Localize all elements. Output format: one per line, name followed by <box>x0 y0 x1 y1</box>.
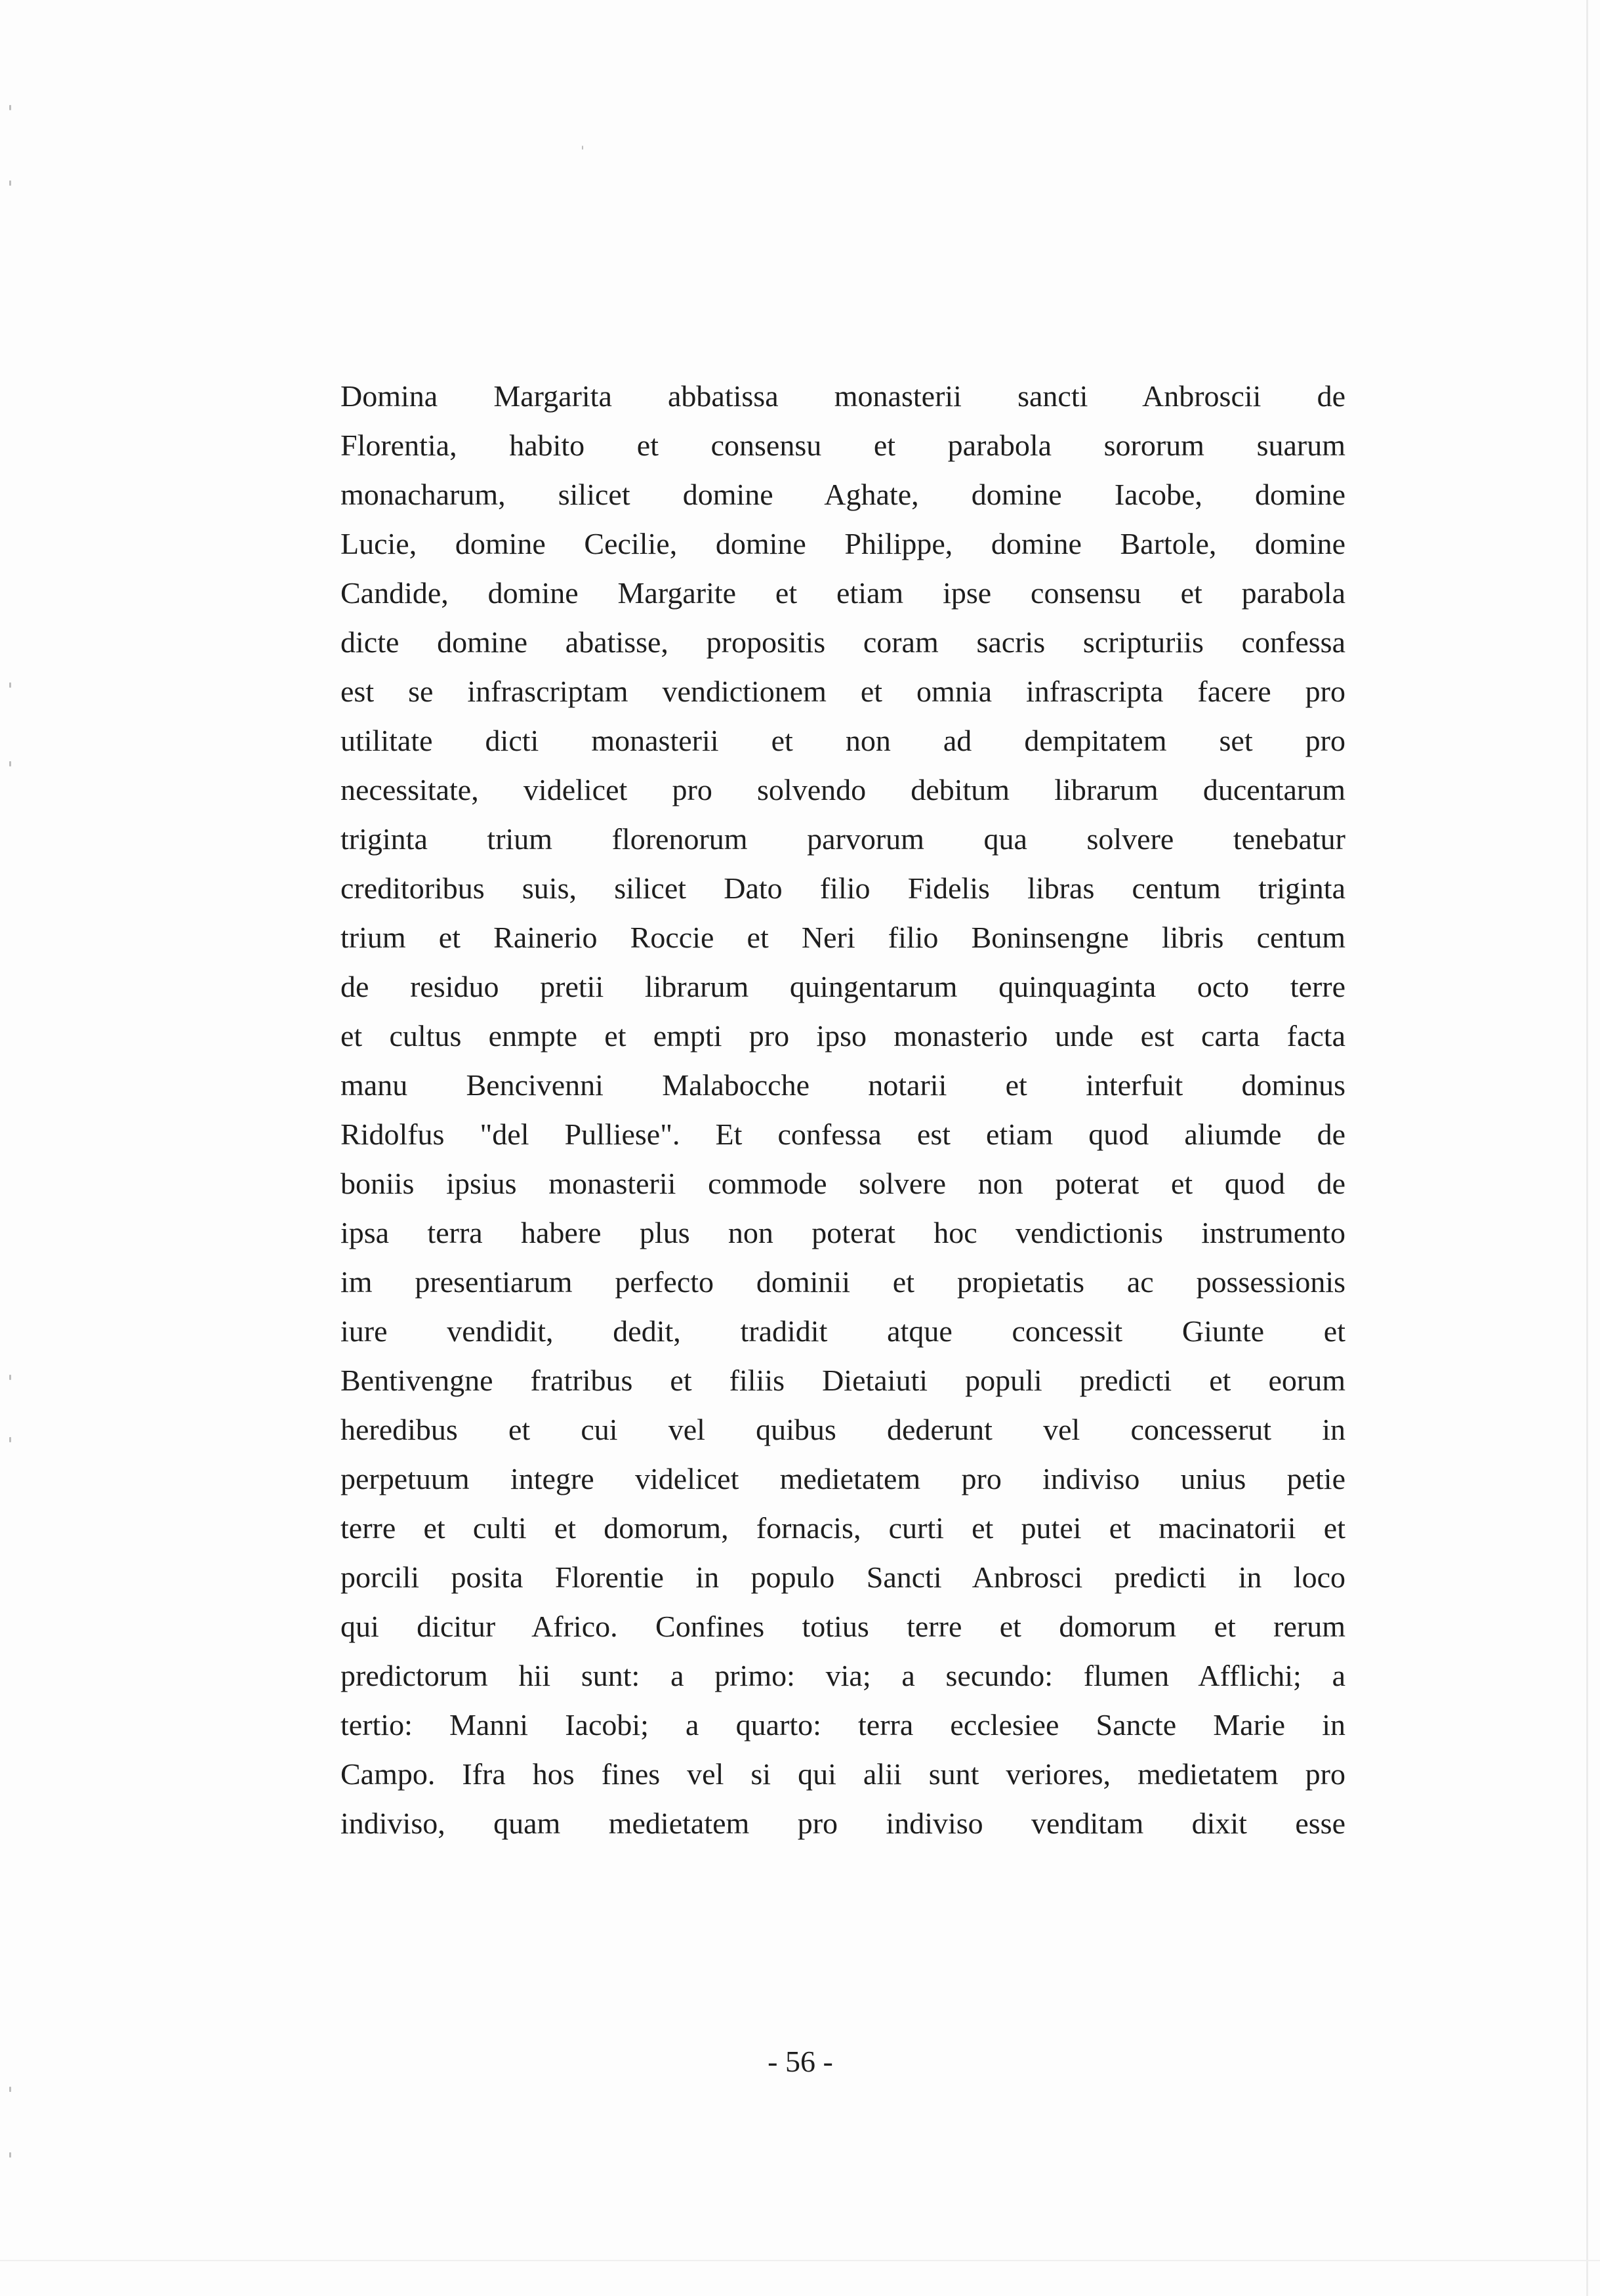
text-line: Lucie, domine Cecilie, domine Philippe, domine Bartole, domine <box>340 527 1345 560</box>
text-line: ipsa terra habere plus non poterat hoc vendictionis instrumento <box>340 1216 1345 1249</box>
text-line: qui dicitur Africo. Confines totius terre et domorum et rerum <box>340 1610 1345 1643</box>
scan-speck <box>9 682 11 688</box>
text-line: dicte domine abatisse, propositis coram sacris scripturiis confessa <box>340 625 1345 659</box>
text-line: iure vendidit, dedit, tradidit atque concessit Giunte et <box>340 1314 1345 1348</box>
text-line: et cultus enmpte et empti pro ipso monasterio unde est carta facta <box>340 1019 1345 1053</box>
text-line: Ridolfus "del Pulliese". Et confessa est etiam quod aliumde de <box>340 1117 1345 1151</box>
text-line: Florentia, habito et consensu et parabola sororum suarum <box>340 428 1345 462</box>
page-number: - 56 - <box>768 2045 833 2078</box>
scan-speck <box>9 761 11 766</box>
scan-speck <box>9 1375 11 1380</box>
text-line: est se infrascriptam vendictionem et omnia infrascripta facere pro <box>340 675 1345 708</box>
text-line: de residuo pretii librarum quingentarum quinquaginta octo terre <box>340 970 1345 1003</box>
scan-edge-right <box>1586 0 1588 2296</box>
text-line: necessitate, videlicet pro solvendo debitum librarum ducentarum <box>340 773 1345 806</box>
scan-speck <box>9 2152 11 2158</box>
text-line: tertio: Manni Iacobi; a quarto: terra ecclesiee Sancte Marie in <box>340 1708 1345 1742</box>
scan-edge-bottom <box>0 2260 1600 2261</box>
scan-speck <box>9 1437 11 1442</box>
text-line: heredibus et cui vel quibus dederunt vel concesserut in <box>340 1413 1345 1446</box>
text-line: triginta trium florenorum parvorum qua solvere tenebatur <box>340 822 1345 856</box>
text-line: boniis ipsius monasterii commode solvere non poterat et quod de <box>340 1167 1345 1200</box>
text-line: terre et culti et domorum, fornacis, curti et putei et macinatorii et <box>340 1511 1345 1545</box>
scan-speck <box>9 105 11 110</box>
text-line: manu Bencivenni Malabocche notarii et interfuit dominus <box>340 1068 1345 1102</box>
text-line: creditoribus suis, silicet Dato filio Fidelis libras centum triginta <box>340 871 1345 905</box>
text-line: porcili posita Florentie in populo Sancti Anbrosci predicti in loco <box>340 1560 1345 1594</box>
text-line: Domina Margarita abbatissa monasterii sancti Anbroscii de <box>340 379 1345 413</box>
text-line: perpetuum integre videlicet medietatem pro indiviso unius petie <box>340 1462 1345 1495</box>
body-text <box>340 371 1345 1848</box>
text-line: im presentiarum perfecto dominii et propietatis ac possessionis <box>340 1265 1345 1299</box>
scan-speck <box>582 146 583 150</box>
text-line: predictorum hii sunt: a primo: via; a secundo: flumen Afflichi; a <box>340 1659 1345 1692</box>
text-line: Bentivengne fratribus et filiis Dietaiuti populi predicti et eorum <box>340 1364 1345 1397</box>
text-line: indiviso, quam medietatem pro indiviso venditam dixit esse <box>340 1806 1345 1840</box>
text-line: utilitate dicti monasterii et non ad dempitatem set pro <box>340 724 1345 757</box>
text-line: Candide, domine Margarite et etiam ipse consensu et parabola <box>340 576 1345 610</box>
text-line: monacharum, silicet domine Aghate, domine Iacobe, domine <box>340 478 1345 511</box>
scan-speck <box>9 180 11 186</box>
scan-speck <box>9 2087 11 2092</box>
text-line: trium et Rainerio Roccie et Neri filio Boninsengne libris centum <box>340 921 1345 954</box>
text-line: Campo. Ifra hos fines vel si qui alii sunt veriores, medietatem pro <box>340 1757 1345 1791</box>
